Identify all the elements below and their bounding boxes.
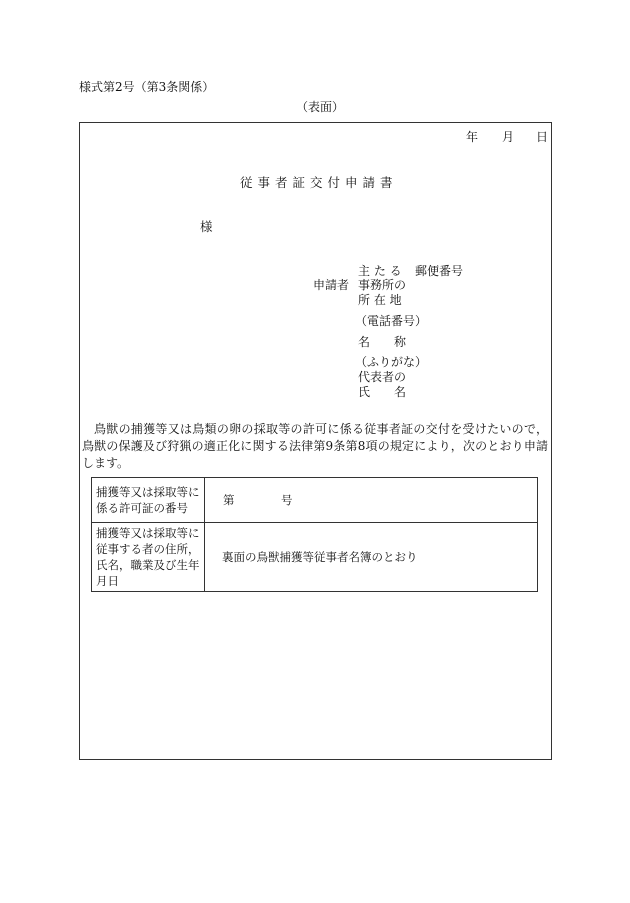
- worker-info-label: 捕獲等又は採取等に 従事する者の住所， 氏名，職業及び生年 月日: [92, 523, 205, 592]
- permit-number-prefix: 第: [223, 493, 235, 507]
- permit-number-value: [205, 478, 538, 523]
- date-year: 年: [466, 130, 479, 144]
- table-row: [92, 523, 538, 592]
- applicant-main-office-line3: 所 在 地: [358, 293, 402, 307]
- applicant-representative-line2: 氏 名: [358, 385, 407, 399]
- permit-number-suffix: 号: [281, 493, 293, 507]
- table-row: [92, 478, 538, 523]
- document-title: 従事者証交付申請書: [240, 175, 398, 190]
- applicant-name-label: 名 称: [358, 335, 407, 349]
- permit-number-label: 捕獲等又は採取等に 係る許可証の番号: [92, 478, 205, 523]
- applicant-label: 申請者: [313, 278, 350, 292]
- date-month: 月: [502, 130, 515, 144]
- date-day: 日: [536, 130, 549, 144]
- application-statement: 鳥獣の捕獲等又は鳥類の卵の採取等の許可に係る従事者証の交付を受けたいので，鳥獣の保護及び狩猟の適正化に関する法律第9条第8項の規定により，次のとおり申請します。: [82, 422, 548, 470]
- applicant-furigana-label: （ふりがな）: [355, 355, 428, 369]
- side-label: （表面）: [296, 100, 345, 114]
- info-table: [91, 477, 538, 592]
- applicant-postal-code-label: 郵便番号: [415, 264, 464, 278]
- form-number: 様式第2号（第3条関係）: [79, 80, 215, 94]
- addressee-suffix: 様: [200, 219, 213, 234]
- applicant-main-office-line1: 主 た る: [358, 264, 402, 278]
- applicant-representative-line1: 代表者の: [358, 370, 407, 384]
- worker-info-value: 裏面の鳥獣捕獲等従事者名簿のとおり: [205, 523, 538, 592]
- applicant-main-office-line2: 事務所の: [358, 278, 407, 292]
- applicant-phone-label: （電話番号）: [355, 314, 428, 328]
